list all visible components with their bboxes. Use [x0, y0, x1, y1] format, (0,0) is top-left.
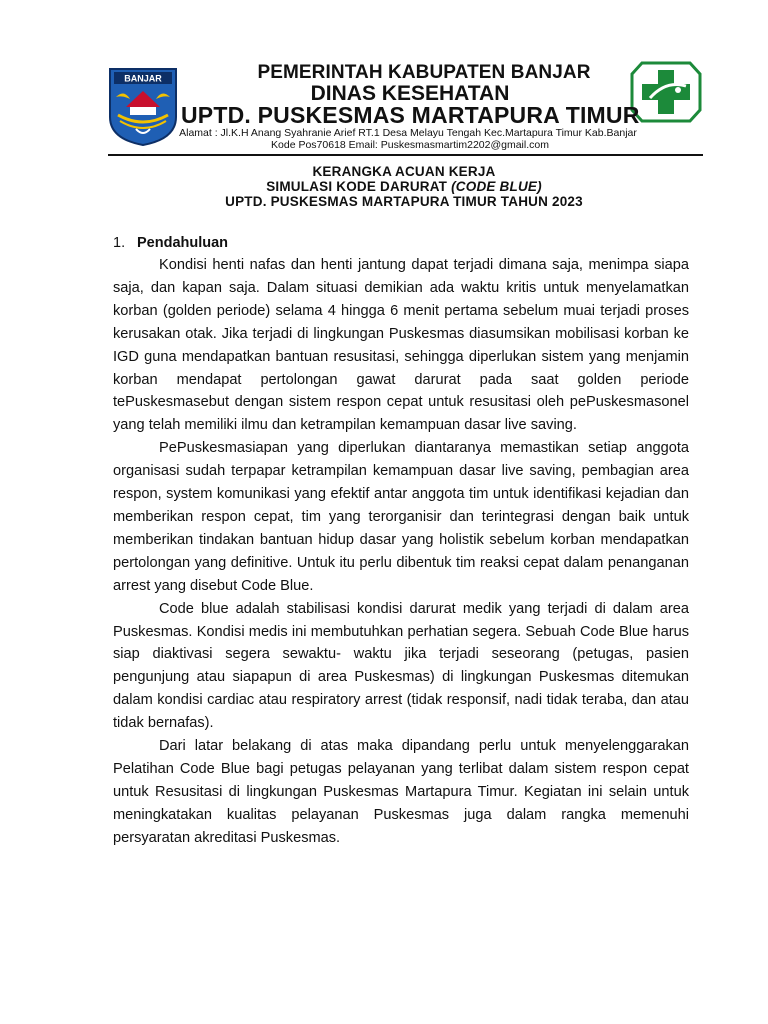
section-body [113, 254, 689, 850]
letterhead-institution: UPTD. PUSKESMAS MARTAPURA TIMUR [181, 102, 640, 128]
document-title-line2 [0, 179, 768, 194]
paragraph: Code blue adalah stabilisasi kondisi darurat medik yang terjadi di dalam area Puskesmas. Kondisi medis ini membutuhkan perhatian segera. Sebuah Code Blue harus siap diaktivasi segera sewaktu- waktu jika terjadi seseorang (petugas, pasien pengunjung atau siapapun di area Puskesmas) di lingkungan Puskesmas ditemukan dalam kondisi cardiac atau respiratory arrest (tidak responsif, nadi tidak teraba, dan atau tidak bernafas). [113, 600, 689, 732]
section-number: 1. [113, 235, 126, 251]
letterhead-government: PEMERINTAH KABUPATEN BANJAR [257, 62, 591, 83]
section-heading [113, 235, 228, 251]
document-title-line3: UPTD. PUSKESMAS MARTAPURA TIMUR TAHUN 2023 [225, 194, 583, 209]
letterhead-department: DINAS KESEHATAN [310, 82, 510, 105]
letterhead-divider [108, 154, 703, 156]
paragraph: Kondisi henti nafas dan henti jantung dapat terjadi dimana saja, menimpa siapa saja, dan kapan saja. Dalam situasi demikian ada waktu kritis untuk menyelamatkan korban (golden periode) selama 4 hingga 6 menit pertama sebelum muai terjadi proses kerusakan otak. Jika terjadi di lingkungan Puskesmas diasumsikan mobilisasi korban ke IGD guna mendapatkan bantuan resusitasi, sehingga diperlukan sistem yang menjamin korban mendapat pertolongan gawat darurat pada saat golden periode tePuskesmasebut dengan sistem respon cepat untuk resusitasi oleh pePuskesmasonel yang telah memiliki ilmu dan ketrampilan kemampuan dasar live saving. [113, 257, 689, 434]
section-title: Pendahuluan [137, 235, 229, 251]
title-prefix: SIMULASI KODE DARURAT [266, 179, 452, 194]
svg-text:BANJAR: BANJAR [124, 73, 162, 84]
document-title-line1: KERANGKA ACUAN KERJA [312, 164, 496, 179]
title-italic: (CODE BLUE) [451, 179, 542, 194]
letterhead-postal-email: Kode Pos70618 Email: Puskesmasmartim2202@gmail.com [271, 139, 549, 151]
paragraph: PePuskesmasiapan yang diperlukan diantaranya memastikan setiap anggota organisasi sudah terpapar ketrampilan kemampuan dasar live saving, pembagian area respon, system komunikasi yang efektif antar anggota tim untuk identifikasi kejadian dan memberikan respon cepat, tim yang terorganisir dan terintegrasi dengan baik untuk memberikan tindakan bantuan hidup dasar yang holistik sebelum korban mendapatkan pertolongan yang definitive. Untuk itu perlu dibentuk tim reaksi cepat dalam penanganan arrest yang disebut Code Blue. [113, 440, 689, 594]
letterhead-address: Alamat : Jl.K.H Anang Syahranie Arief RT.1 Desa Melayu Tengah Kec.Martapura Timur Kab.Banjar [179, 127, 637, 139]
paragraph: Dari latar belakang di atas maka dipandang perlu untuk menyelenggarakan Pelatihan Code Blue bagi petugas pelayanan yang terlibat dalam sistem respon cepat untuk Resusitasi di lingkungan Puskesmas Martapura Timur. Kegiatan ini selain untuk meningkatakan kualitas pelayanan Puskesmas juga dalam rangka memenuhi persyaratan akreditasi Puskesmas. [113, 738, 689, 846]
